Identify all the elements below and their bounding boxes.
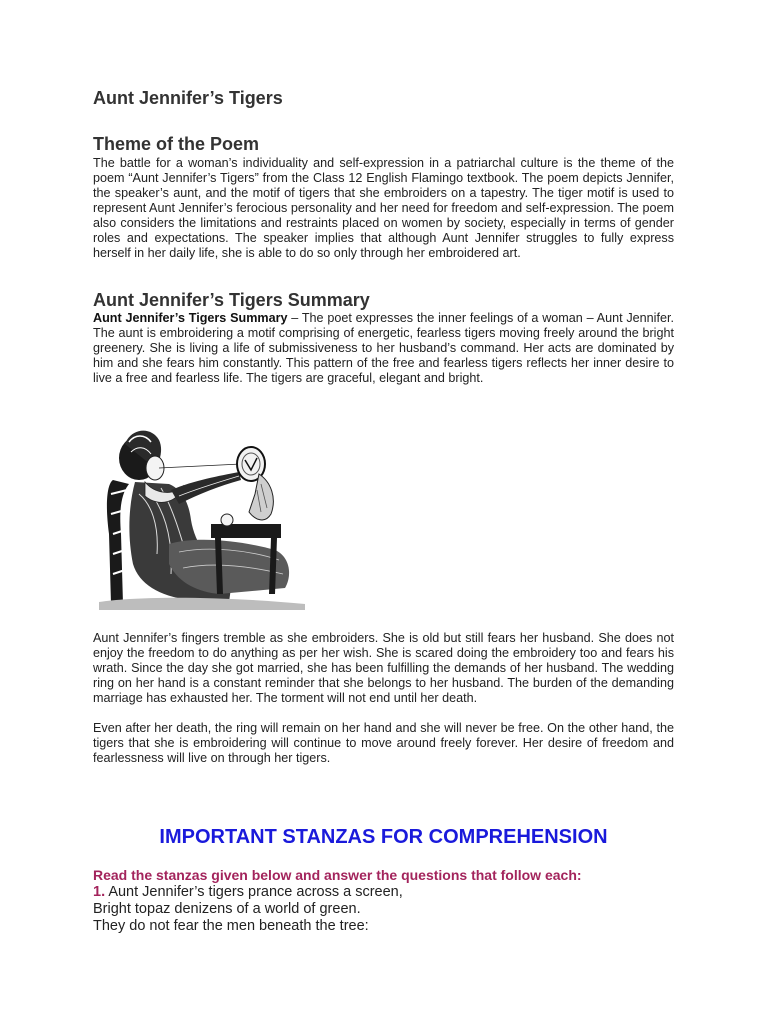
instruction-text: Read the stanzas given below and answer the questions that follow each: [93,867,582,883]
summary-text: – The poet expresses the inner feelings of a woman – Aunt Jennifer. The aunt is embroidering a motif comprising of energetic, fearless tigers moving freely around the bright greenery. She is living a life of submissiveness to her husband’s command. Her acts are dominated by him and she fears him constantly. This pattern of the free and fearless tigers reflects her inner desire to live a free and fearless life. The tigers are graceful, elegant and bright. [93,311,674,385]
summary-paragraph [93,311,674,386]
summary-lead: Aunt Jennifer’s Tigers Summary [93,311,288,325]
theme-paragraph: The battle for a woman’s individuality and self-expression in a patriarchal culture is the theme of the poem “Aunt Jennifer’s Tigers” from the Class 12 English Flamingo textbook. The poem depicts Jennifer, the speaker’s aunt, and the motif of tigers that she embroiders on a tapestry. The tiger motif is used to represent Aunt Jennifer’s ferocious personality and her need for freedom and self-expression. The poem also considers the limitations and restraints placed on women by society, especially in terms of gender roles and expectations. The speaker implies that although Aunt Jennifer struggles to fully express herself in her daily life, she is able to do so only through her embroidered art. [93,156,674,260]
theme-heading: Theme of the Poem [93,134,260,154]
stanza-line-2: Bright topaz denizens of a world of green. [93,901,361,917]
stanza-line-1-text: Aunt Jennifer’s tigers prance across a screen, [105,884,403,900]
summary-paragraph-2: Aunt Jennifer’s fingers tremble as she embroiders. She is old but still fears her husband. She does not enjoy the freedom to do anything as per her wish. She is scared doing the embroidery too and fears his wrath. Since the day she got married, she has been fulfilling the demands of her husband. The wedding ring on her hand is a constant reminder that she belongs to her husband. The burden of the demanding marriage has exhausted her. The torment will not end until her death. [93,631,674,705]
stanza-line-1 [93,884,403,901]
stanza-number: 1. [93,884,106,900]
page-title: Aunt Jennifer’s Tigers [93,88,283,108]
woman-embroidering-illustration [99,424,305,610]
summary-paragraph-3: Even after her death, the ring will remain on her hand and she will never be free. On the other hand, the tigers that she is embroidering will continue to move around freely forever. Her desire of freedom and fearlessness will live on through her tigers. [93,721,674,765]
stanza-line-3: They do not fear the men beneath the tree: [93,918,369,934]
important-stanzas-heading: IMPORTANT STANZAS FOR COMPREHENSION [159,826,608,848]
summary-heading: Aunt Jennifer’s Tigers Summary [93,290,370,310]
